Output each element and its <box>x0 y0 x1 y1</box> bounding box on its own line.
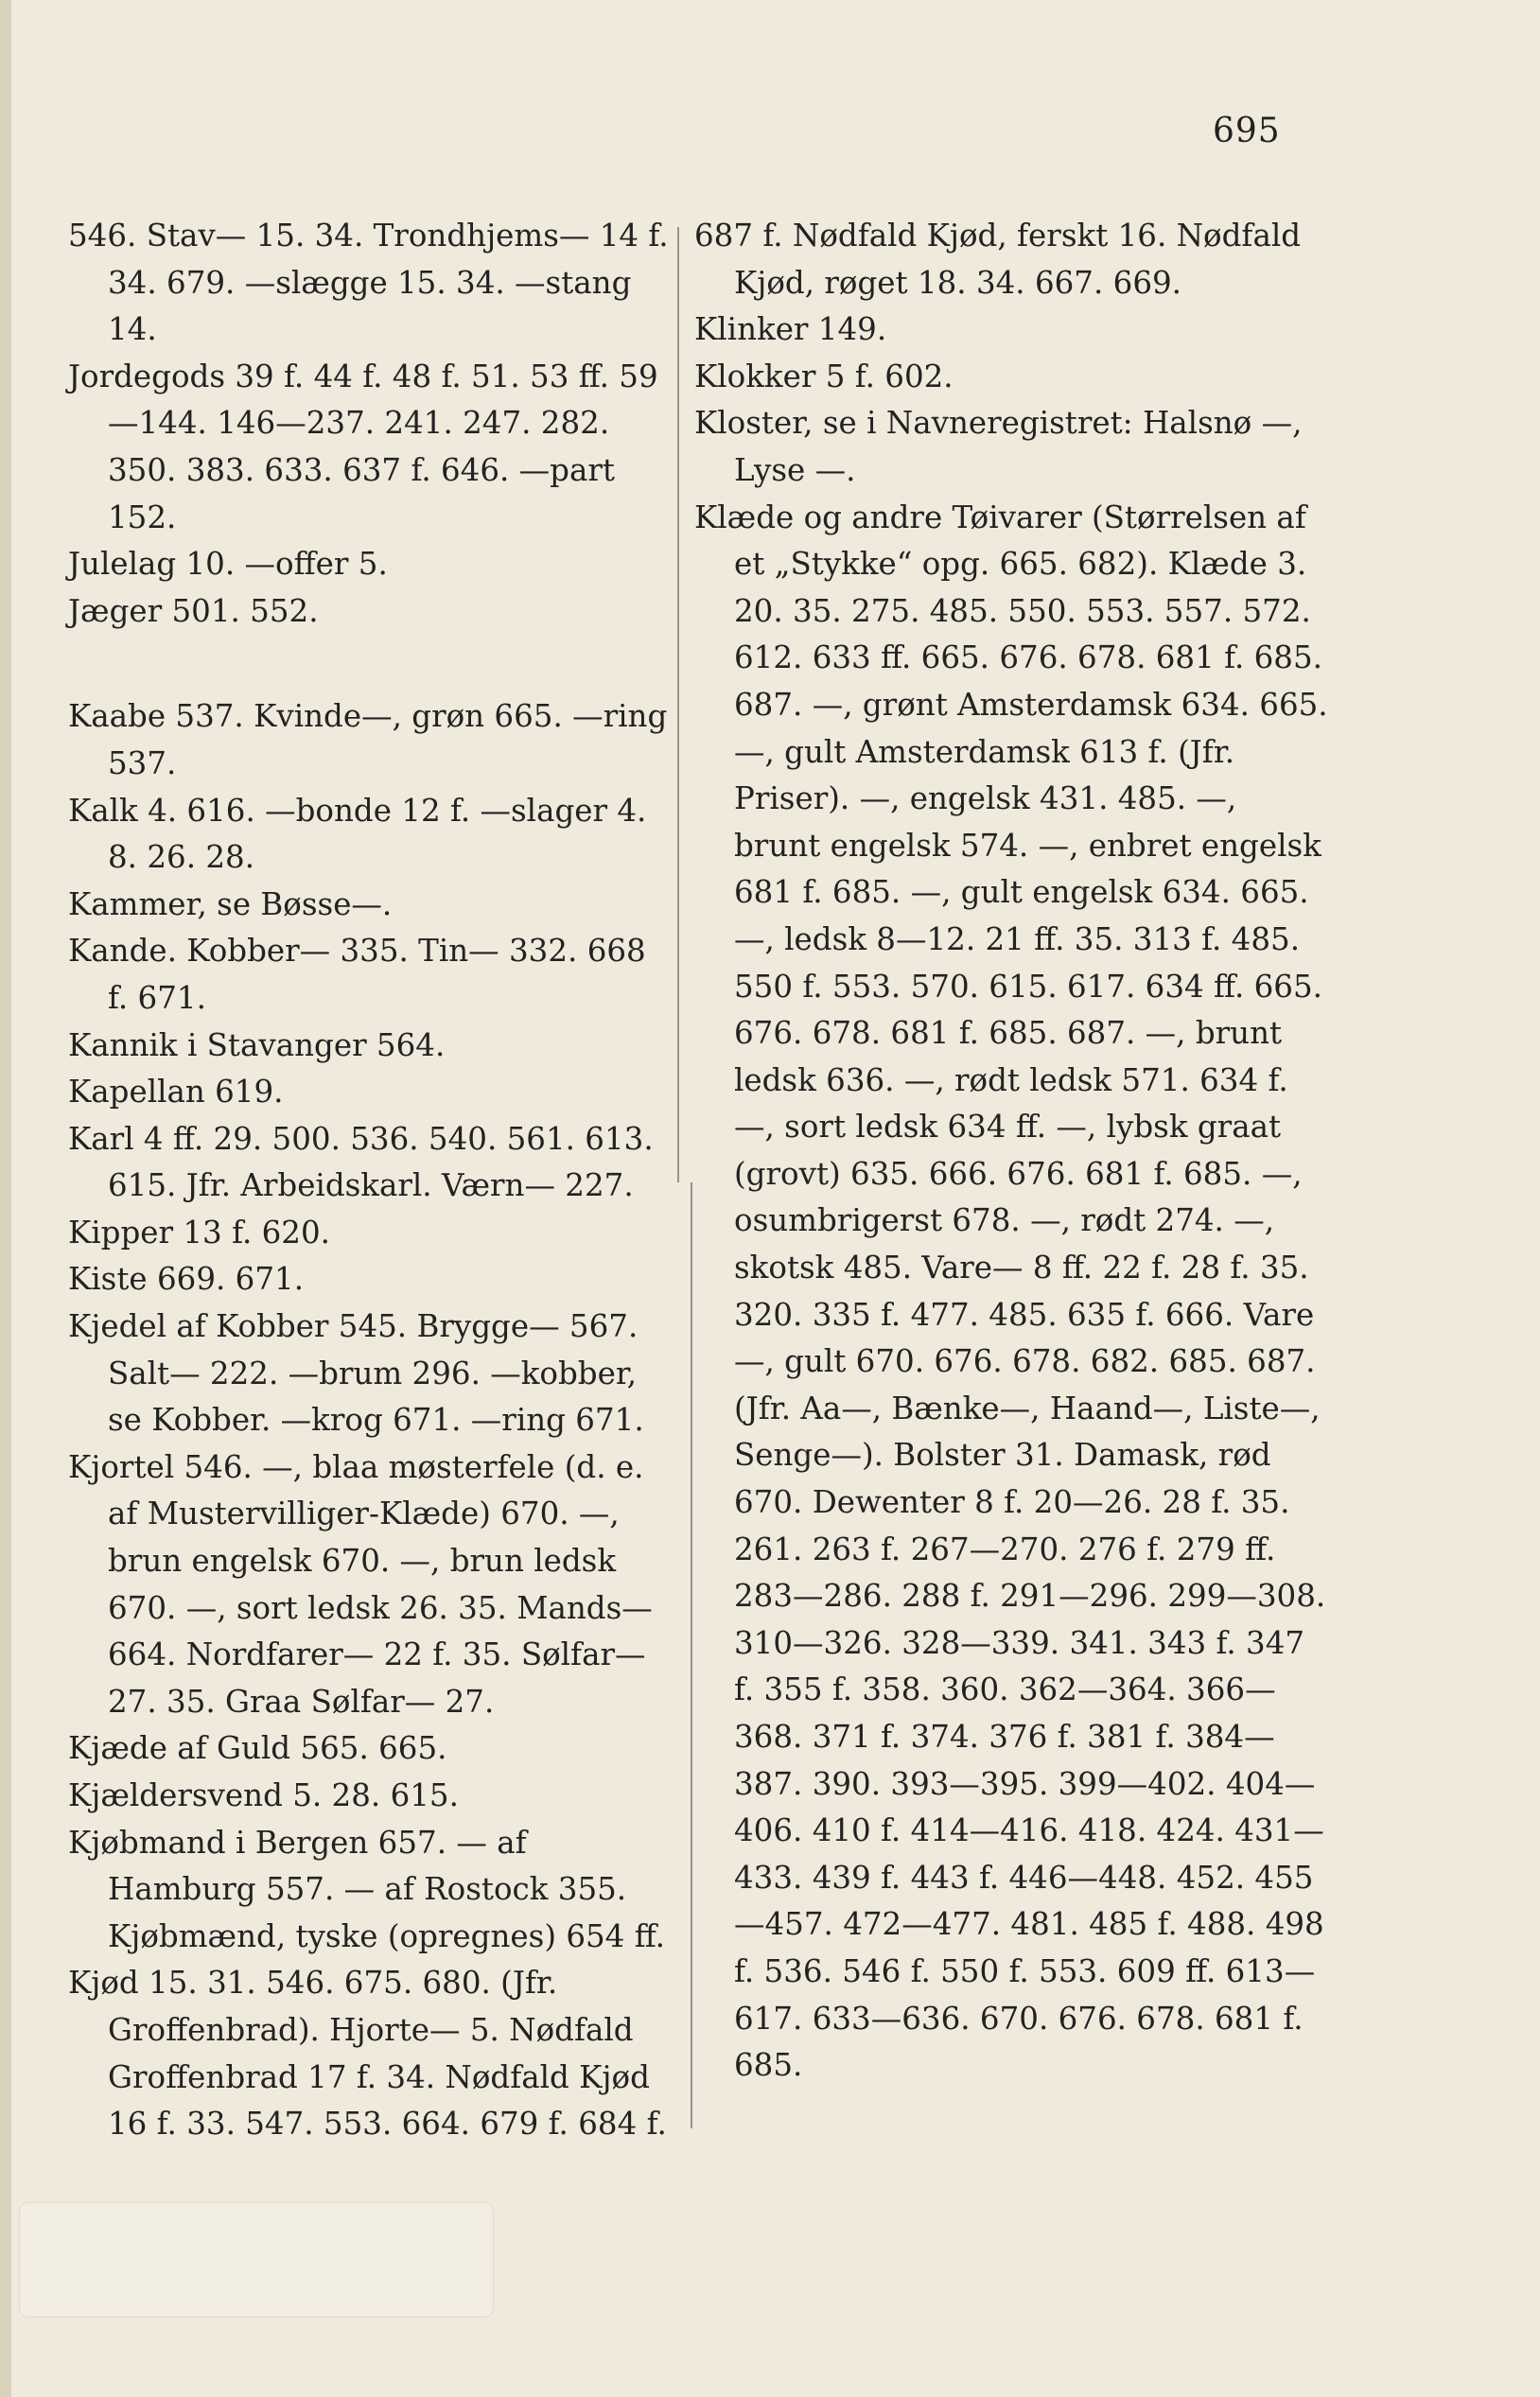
column-divider-lower <box>691 1182 692 2128</box>
index-entry-kipper: Kipper 13 f. 620. <box>68 1214 330 1251</box>
column-divider-upper <box>677 227 679 1182</box>
index-entry-kiste: Kiste 669. 671. <box>68 1261 305 1298</box>
index-entry-kjaeldersvend: Kjældersvend 5. 28. 615. <box>68 1777 459 1813</box>
index-entry-jordegods: Jordegods 39 f. 44 f. 48 f. 51. 53 ff. 59—144. 146—237. 241. 247. 282. 350. 383. 633. 637 f. 646. —part 152. <box>68 358 658 535</box>
index-entry-kapellan: Kapellan 619. <box>68 1074 284 1111</box>
index-entry-klokker: Klokker 5 f. 602. <box>694 358 954 394</box>
page-stain <box>19 2202 494 2318</box>
index-entry-kjaede: Kjæde af Guld 565. 665. <box>68 1730 447 1767</box>
index-entry-jaeger: Jæger 501. 552. <box>68 592 319 629</box>
index-entry-kande: Kande. Kobber— 335. Tin— 332. 668 f. 671. <box>68 933 646 1016</box>
index-entry-kjod: Kjød 15. 31. 546. 675. 680. (Jfr. Groffenbrad). Hjorte— 5. Nødfald Groffenbrad 17 f. 34. Nødfald Kjød 16 f. 33. 547. 553. 664. 679 f. 684 f. <box>68 1965 667 2143</box>
index-entry-kannik: Kannik i Stavanger 564. <box>68 1026 446 1063</box>
index-entry-kjod-continued: 687 f. Nødfald Kjød, ferskt 16. Nødfald Kjød, røget 18. 34. 667. 669. <box>694 218 1302 301</box>
index-entry-karl: Karl 4 ff. 29. 500. 536. 540. 561. 613. 615. Jfr. Arbeidskarl. Værn— 227. <box>68 1120 654 1204</box>
index-entry-kjortel: Kjortel 546. —, blaa møsterfele (d. e. af Mustervilliger-Klæde) 670. —, brun engelsk 670. —, brun ledsk 670. —, sort ledsk 26. 35. Mands— 664. Nordfarer— 22 f. 35. Sølfar— 27. 35. Graa Sølfar— 27. <box>68 1448 653 1720</box>
index-entry-kalk: Kalk 4. 616. —bonde 12 f. —slager 4. 8. 26. 28. <box>68 792 647 876</box>
index-entry-kaabe: Kaabe 537. Kvinde—, grøn 665. —ring 537. <box>68 698 668 781</box>
index-entry-klaede: Klæde og andre Tøivarer (Størrelsen af et „Stykke“ opg. 665. 682). Klæde 3. 20. 35. 275. 485. 550. 553. 557. 572. 612. 633 ff. 665. 676. 678. 681 f. 685. 687. —, grønt Amsterdamsk 634. 665. —, gult Amsterdamsk 613 f. (Jfr. Priser). —, engelsk 431. 485. —, brunt engelsk 574. —, enbret engelsk 681 f. 685. —, gult engelsk 634. 665. —, ledsk 8—12. 21 ff. 35. 313 f. 485. 550 f. 553. 570. 615. 617. 634 ff. 665. 676. 678. 681 f. 685. 687. —, brunt ledsk 636. —, rødt ledsk 571. 634 f. —, sort ledsk 634 ff. —, lybsk graat (grovt) 635. 666. 676. 681 f. 685. —, osumbrigerst 678. —, rødt 274. —, skotsk 485. Vare— 8 ff. 22 f. 28 f. 35. 320. 335 f. 477. 485. 635 f. 666. Vare—, gult 670. 676. 678. 682. 685. 687. (Jfr. Aa—, Bænke—, Haand—, Liste—, Senge—). Bolster 31. Damask, rød 670. Dewenter 8 f. 20—26. 28 f. 35. 261. 263 f. 267—270. 276 f. 279 ff. 283—286. 288 f. 291—296. 299—308. 310—326. 328—339. 341. 343 f. 347 f. 355 f. 358. 360. 362—364. 366—368. 371 f. 374. 376 f. 381 f. 384—387. 390. 393—395. 399—402. 404—406. 410 f. 414—416. 418. 424. 431—433. 439 f. 443 f. 446—448. 452. 455—457. 472—477. 481. 485 f. 488. 498 f. 536. 546 f. 550 f. 553. 609 ff. 613—617. 633—636. 670. 676. 678. 681 f. 685. <box>694 499 1328 2084</box>
left-column <box>68 213 674 2148</box>
index-entry-kjobmand: Kjøbmand i Bergen 657. — af Hamburg 557. — af Rostock 355. Kjøbmænd, tyske (opregnes) 654 ff. <box>68 1824 665 1954</box>
index-entry-stav: 546. Stav— 15. 34. Trondhjems— 14 f. 34. 679. —slægge 15. 34. —stang 14. <box>68 218 669 348</box>
index-entry-kloster: Kloster, se i Navneregistret: Halsnø —, Lyse —. <box>694 405 1303 488</box>
index-entry-julelag: Julelag 10. —offer 5. <box>68 546 388 583</box>
page-number: 695 <box>1213 112 1281 150</box>
right-column <box>694 213 1328 2090</box>
index-entry-kammer: Kammer, se Bøsse—. <box>68 885 393 922</box>
index-entry-kjedel: Kjedel af Kobber 545. Brygge— 567. Salt— 222. —brum 296. —kobber, se Kobber. —krog 671. —ring 671. <box>68 1308 644 1439</box>
index-entry-klinker: Klinker 149. <box>694 311 887 348</box>
